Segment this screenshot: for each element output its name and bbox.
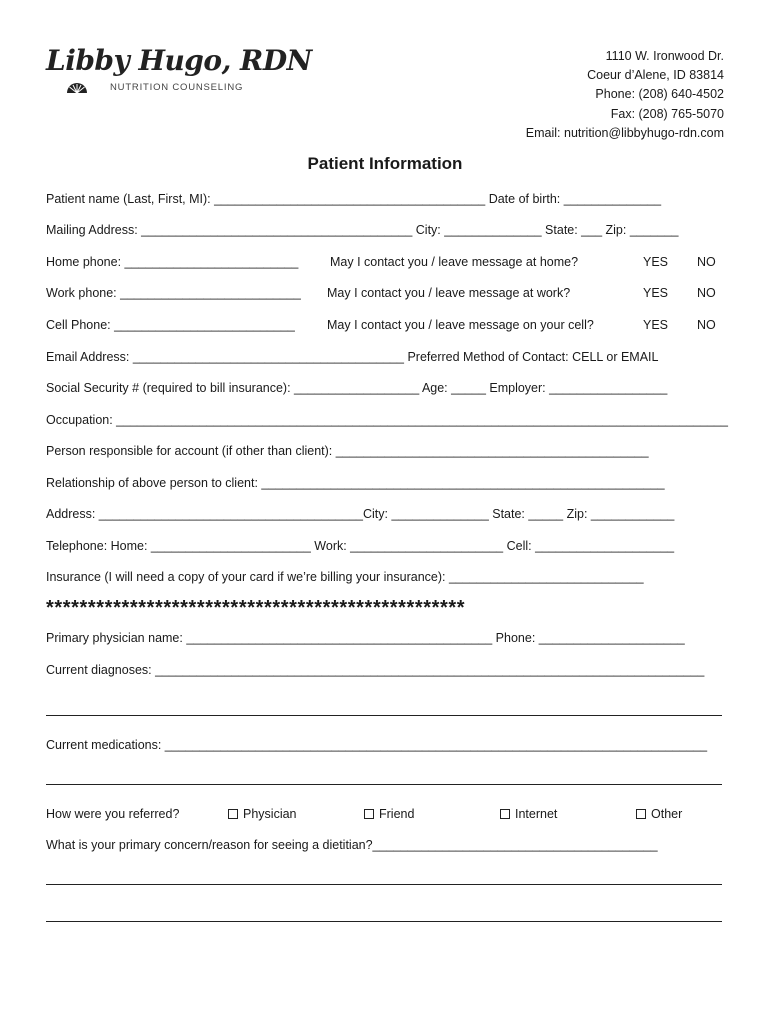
ssn-field[interactable]: Social Security # (required to bill insurance): __________________ Age: _____ Employer: _________________ [46, 381, 668, 395]
referral-internet-label: Internet [515, 807, 558, 821]
checkbox-icon[interactable] [500, 809, 510, 819]
grapefruit-icon [66, 82, 88, 94]
address-phone: Phone: (208) 640-4502 [595, 87, 724, 102]
home-phone-field[interactable]: Home phone: _________________________ [46, 255, 299, 269]
logo-name: Libby Hugo, RDN [46, 44, 312, 77]
cell-phone-field[interactable]: Cell Phone: __________________________ [46, 318, 295, 332]
checkbox-icon[interactable] [364, 809, 374, 819]
logo-subtitle: NUTRITION COUNSELING [110, 82, 244, 93]
diagnoses-line[interactable] [46, 715, 722, 716]
patient-name-field[interactable]: Patient name (Last, First, MI): _______________________________________ Date of birth: ______________ [46, 192, 662, 206]
medications-field[interactable]: Current medications: ______________________________________________________________________________ [46, 738, 708, 752]
telephone-field[interactable]: Telephone: Home: _______________________ Work: ______________________ Cell: ____________________ [46, 539, 675, 553]
cell-no-option[interactable]: NO [697, 318, 716, 332]
insurance-field[interactable]: Insurance (I will need a copy of your card if we’re billing your insurance): ____________________________ [46, 570, 644, 584]
occupation-field[interactable]: Occupation: ________________________________________________________________________________________ [46, 413, 728, 427]
concern-line-1[interactable] [46, 884, 722, 885]
concern-field[interactable]: What is your primary concern/reason for seeing a dietitian?_________________________________________ [46, 838, 658, 852]
work-contact-question: May I contact you / leave message at work? [327, 286, 571, 300]
referral-internet-option[interactable] [500, 807, 557, 821]
logo [46, 44, 312, 100]
practice-address [526, 47, 724, 143]
page-title: Patient Information [307, 154, 463, 173]
referral-friend-option[interactable] [364, 807, 414, 821]
address-email: Email: nutrition@libbyhugo-rdn.com [525, 125, 724, 140]
work-yes-option[interactable]: YES [643, 286, 669, 300]
email-field[interactable]: Email Address: _______________________________________ Preferred Method of Contact: CELL or EMAIL [46, 350, 659, 364]
diagnoses-field[interactable]: Current diagnoses: _______________________________________________________________________________ [46, 663, 705, 677]
home-contact-question: May I contact you / leave message at home? [330, 255, 579, 269]
physician-field[interactable]: Primary physician name: ____________________________________________ Phone: _____________________ [46, 631, 685, 645]
address-city: Coeur d’Alene, ID 83814 [587, 68, 724, 83]
address-street: 1110 W. Ironwood Dr. [605, 49, 724, 63]
section-divider: ************************************************** [46, 597, 466, 619]
referral-physician-option[interactable] [228, 807, 297, 821]
concern-line-2[interactable] [46, 921, 722, 922]
checkbox-icon[interactable] [636, 809, 646, 819]
cell-yes-option[interactable]: YES [643, 318, 669, 332]
responsible-person-field[interactable]: Person responsible for account (if other than client): _____________________________________________ [46, 444, 649, 458]
checkbox-icon[interactable] [228, 809, 238, 819]
referral-question: How were you referred? [46, 807, 180, 821]
home-no-option[interactable]: NO [697, 255, 716, 269]
work-no-option[interactable]: NO [697, 286, 716, 300]
cell-contact-question: May I contact you / leave message on your cell? [327, 318, 594, 332]
mailing-address-field[interactable]: Mailing Address: _______________________________________ City: ______________ State: ___ Zip: _______ [46, 223, 679, 237]
referral-physician-label: Physician [243, 807, 297, 821]
medications-line[interactable] [46, 784, 722, 785]
relationship-field[interactable]: Relationship of above person to client: __________________________________________________________ [46, 476, 665, 490]
referral-other-label: Other [651, 807, 683, 821]
responsible-address-field[interactable]: Address: ______________________________________City: ______________ State: _____ Zip: ____________ [46, 507, 675, 521]
referral-friend-label: Friend [379, 807, 415, 821]
work-phone-field[interactable]: Work phone: __________________________ [46, 286, 301, 300]
referral-other-option[interactable] [636, 807, 682, 821]
home-yes-option[interactable]: YES [643, 255, 669, 269]
address-fax: Fax: (208) 765-5070 [610, 106, 724, 121]
